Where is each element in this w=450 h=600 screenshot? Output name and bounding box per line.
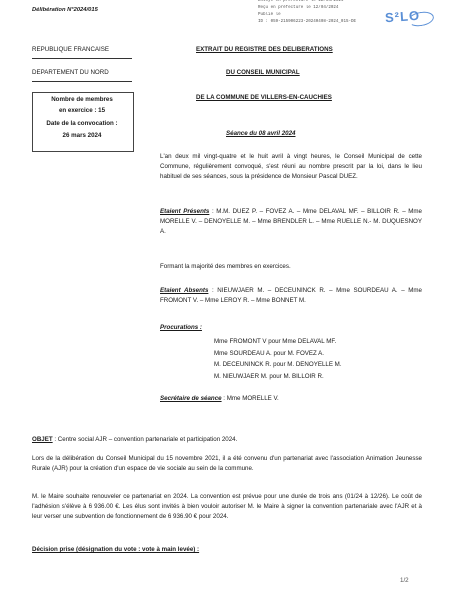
absent-label: Etaient Absents: [160, 287, 209, 294]
object-label: OBJET: [32, 436, 53, 443]
convocation-label: Date de la convocation :: [46, 120, 118, 127]
deliberation-number: Délibération N°2024/015: [32, 7, 98, 13]
stamp-line-sent: Envoyé en préfecture le 12/04/2024: [258, 0, 344, 3]
proxy-item: M. DECEUNINCK R. pour M. DENOYELLE M.: [214, 361, 342, 368]
page-number: 1/2: [400, 577, 409, 584]
intro-paragraph: L'an deux mil vingt-quatre et le huit avril à vingt heures, le Conseil Municipal de cette Commune, régulièrement convoqué, s'est réuni au nombre prescrit par la loi, dans le lieu habituel de ses séances, sous la présidence de Monsieur Pascal DUEZ.: [160, 153, 422, 181]
department-heading: DEPARTEMENT DU NORD: [32, 69, 109, 76]
divider: [32, 58, 132, 59]
members-value: en exercice : 15: [58, 107, 106, 114]
commune-title: DE LA COMMUNE DE VILLERS-EN-CAUCHIES: [196, 94, 332, 101]
present-label: Etaient Présents: [160, 208, 210, 215]
present-members: [160, 207, 422, 238]
secretary-line: [160, 395, 422, 403]
session-date: Séance du 08 avril 2024: [226, 130, 296, 137]
stamp-line-id: ID : 059-215906223-20240408-2024_015-DE: [258, 20, 357, 24]
s2lo-logo: S²LO: [384, 7, 421, 26]
secretary-label: Secrétaire de séance: [160, 395, 222, 402]
convocation-date: 26 mars 2024: [62, 132, 102, 139]
object-text: : Centre social AJR – convention partenariale et participation 2024.: [52, 436, 238, 443]
absent-list: : NIEUWJAER M. – DECEUNINCK R. – Mme SOURDEAU A. – Mme FROMONT V. – Mme LEROY R. – Mme BONNET M.: [160, 287, 423, 305]
republic-heading: REPUBLIQUE FRANCAISE: [32, 46, 110, 53]
proxies-list: [214, 336, 424, 382]
members-label: Nombre de membres: [51, 96, 113, 103]
secretary-name: : Mme MORELLE V.: [221, 395, 279, 402]
object-line: [32, 436, 422, 444]
extract-title: EXTRAIT DU REGISTRE DES DELIBERATIONS: [196, 46, 333, 53]
paragraph-partnership: Lors de la délibération du Conseil Municipal du 15 novembre 2021, il a été convenu d'un partenariat avec l'association Animation Jeunesse Rurale (AJR) pour la création d'un espace de vie sociale au sein de la commune.: [32, 455, 422, 473]
stamp-line-received: Reçu en préfecture le 12/04/2024: [258, 6, 339, 10]
proxy-item: Mme FROMONT V pour Mme DELAVAL MF.: [214, 338, 337, 345]
council-title: DU CONSEIL MUNICIPAL: [226, 69, 300, 76]
decision-heading: Décision prise (désignation du vote : vote à main levée) :: [32, 546, 200, 553]
absent-members: [160, 286, 422, 306]
proxies-label: Procurations :: [160, 324, 202, 331]
stamp-line-published: Publié le: [258, 13, 281, 17]
present-list: : M.M. DUEZ P. – FOVEZ A. – Mme DELAVAL MF. – BILLOIR R. – Mme MORELLE V. – DENOYELLE M. – Mme BRENDLER L. – Mme RUELLE N.- M. DUQUESNOY A.: [160, 208, 422, 236]
divider: [32, 81, 132, 82]
proxy-item: Mme SOURDEAU A. pour M. FOVEZ A.: [214, 349, 325, 357]
proxy-item: M. NIEUWJAER M. pour M. BILLOIR R.: [214, 372, 324, 380]
majority-note: Formant la majorité des membres en exercices.: [160, 263, 291, 270]
paragraph-renewal: M. le Maire souhaite renouveler ce partenariat en 2024. La convention est prévue pour une durée de trois ans (01/24 à 12/26). Le coût de l'adhésion s'élève à 6 936.00 €. Les élus sont invités à bien vouloir autoriser M. le Maire à signer la convention partenariale avec l'AJR et à leur verser une subvention de fonctionnement de 6 936.90 € pour 2024.: [32, 493, 422, 521]
